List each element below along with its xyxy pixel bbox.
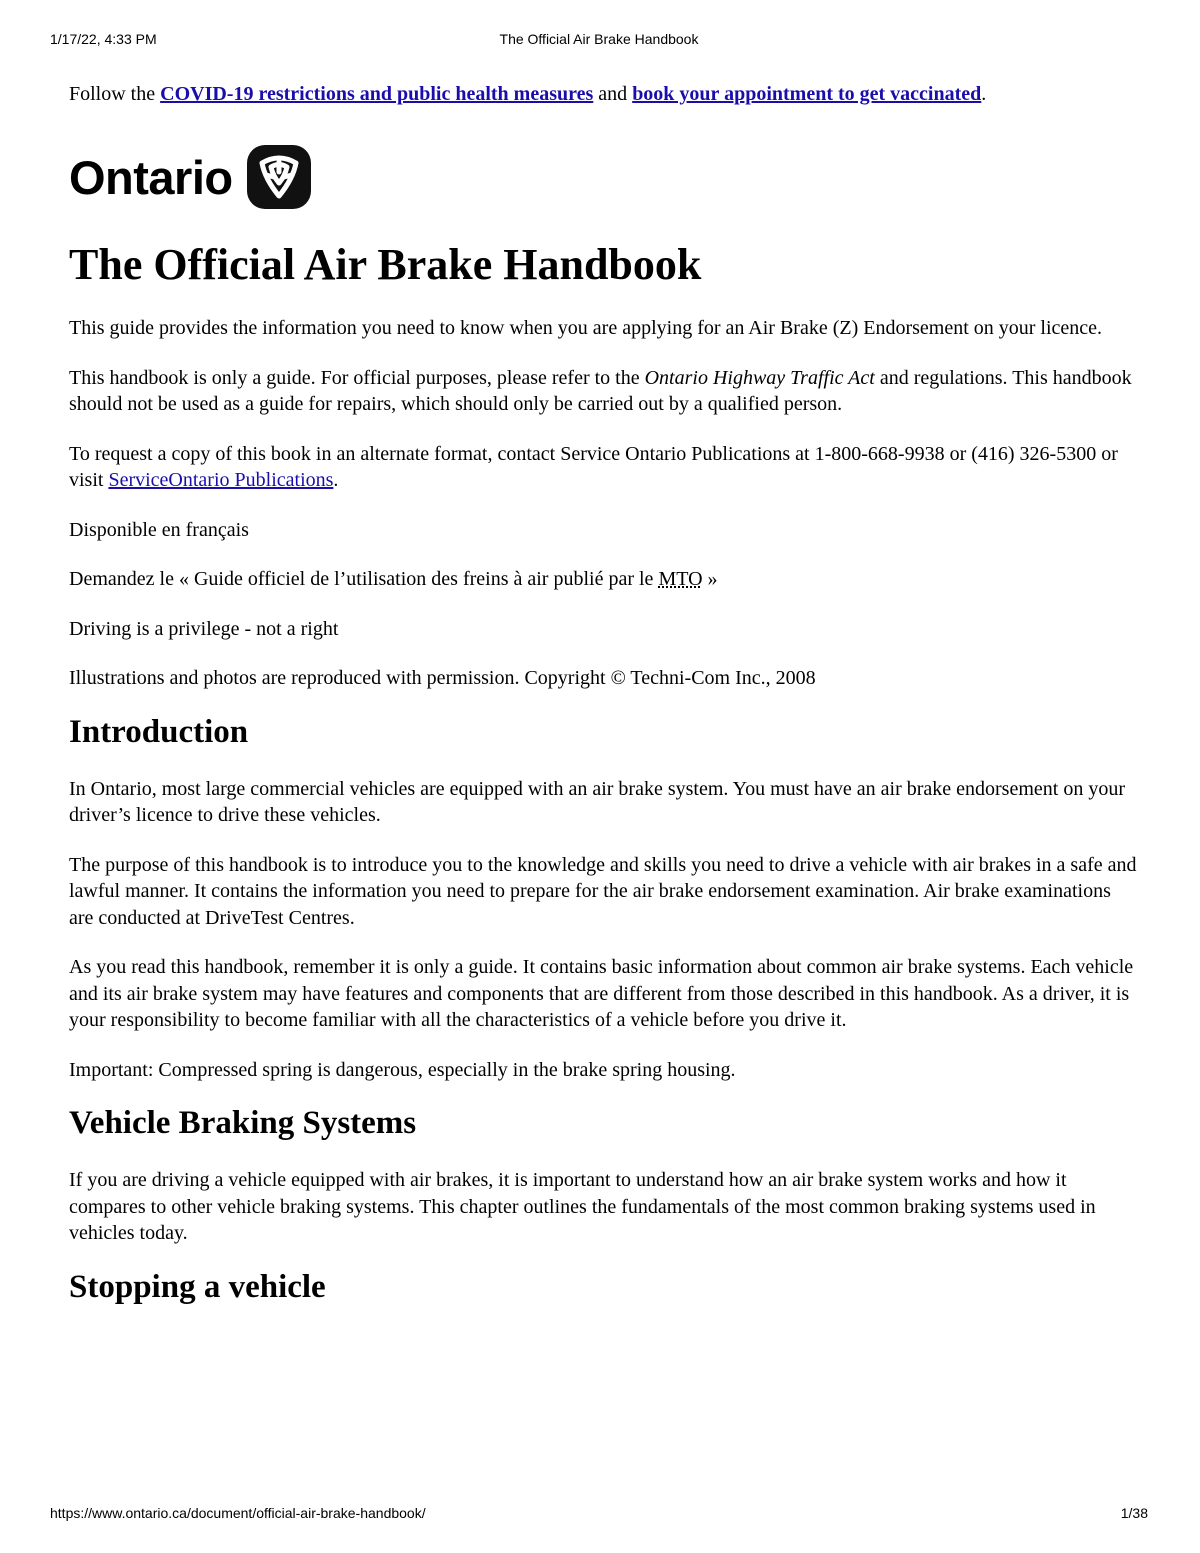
paragraph-intro-4: Important: Compressed spring is dangerous, especially in the brake spring housing. [69,1058,736,1081]
book-vaccine-link[interactable]: book your appointment to get vaccinated [632,83,982,105]
paragraph-intro-2: The purpose of this handbook is to introduce you to the knowledge and skills you need to drive a vehicle with air brakes in a safe and lawful manner. It contains the information you need to prepare for the air brake endorsement examination. Air brake examinations are conducted at DriveTest Centres. [69,853,1137,929]
print-url: https://www.ontario.ca/document/official-air-brake-handbook/ [50,1505,426,1521]
paragraph-request [69,441,1139,494]
trillium-icon [247,145,311,209]
paragraph-copyright: Illustrations and photos are reproduced with permission. Copyright © Techni-Com Inc., 2008 [69,667,816,689]
paragraph-text: » [702,568,718,590]
print-header [50,31,1148,51]
heading-stopping-a-vehicle: Stopping a vehicle [69,1268,326,1305]
covid-banner [69,81,1139,107]
serviceontario-publications-link[interactable]: ServiceOntario Publications [108,469,334,491]
paragraph-demandez [69,566,1139,593]
paragraph-text: To request a copy of this book in an alternate format, contact Service Ontario Publications at 1-800-668-9938 or (416) 326-5300 or visit [69,442,1118,491]
paragraph-guide: This guide provides the information you need to know when you are applying for an Air Brake (Z) Endorsement on your licence. [69,317,1103,339]
paragraph-text: . [333,469,339,491]
paragraph-privilege: Driving is a privilege - not a right [69,617,339,640]
paragraph-intro-1: In Ontario, most large commercial vehicles are equipped with an air brake system. You must have an air brake endorsement on your driver’s licence to drive these vehicles. [69,777,1125,826]
banner-text: and [593,83,633,105]
paragraph-braking-1: If you are driving a vehicle equipped with air brakes, it is important to understand how an air brake system works and how it compares to other vehicle braking systems. This chapter outlines the fundamentals of the most common braking systems used in vehicles today. [69,1169,1096,1244]
paragraph-handbook [69,365,1139,418]
heading-introduction: Introduction [69,713,249,750]
covid-restrictions-link[interactable]: COVID-19 restrictions and public health measures [160,83,594,105]
banner-text: Follow the [69,83,161,105]
document-content [69,81,1139,1307]
print-datetime: 1/17/22, 4:33 PM [50,31,157,47]
paragraph-text: This handbook is only a guide. For official purposes, please refer to the [69,366,645,389]
paragraph-text: Demandez le « Guide officiel de l’utilisation des freins à air publié par le [69,568,659,590]
mto-abbr: MTO [658,568,703,590]
banner-text: . [981,83,987,105]
heading-vehicle-braking-systems: Vehicle Braking Systems [69,1105,417,1141]
print-footer [50,1505,1148,1525]
act-title: Ontario Highway Traffic Act [644,366,875,389]
print-title: The Official Air Brake Handbook [499,31,699,47]
ontario-wordmark: Ontario [69,150,233,204]
print-page-number: 1/38 [1120,1505,1148,1521]
paragraph-text: and regulations. This handbook should not be used as a guide for repairs, which should only be carried out by a qualified person. [69,366,1132,415]
paragraph-intro-3: As you read this handbook, remember it is only a guide. It contains basic information about common air brake systems. Each vehicle and its air brake system may have features and components that are different from those described in this handbook. As a driver, it is your responsibility to become familiar with all the characteristics of a vehicle before you drive it. [69,956,1134,1031]
paragraph-french: Disponible en français [69,518,249,541]
page-title: The Official Air Brake Handbook [69,240,702,289]
ontario-logo[interactable] [69,145,1139,209]
